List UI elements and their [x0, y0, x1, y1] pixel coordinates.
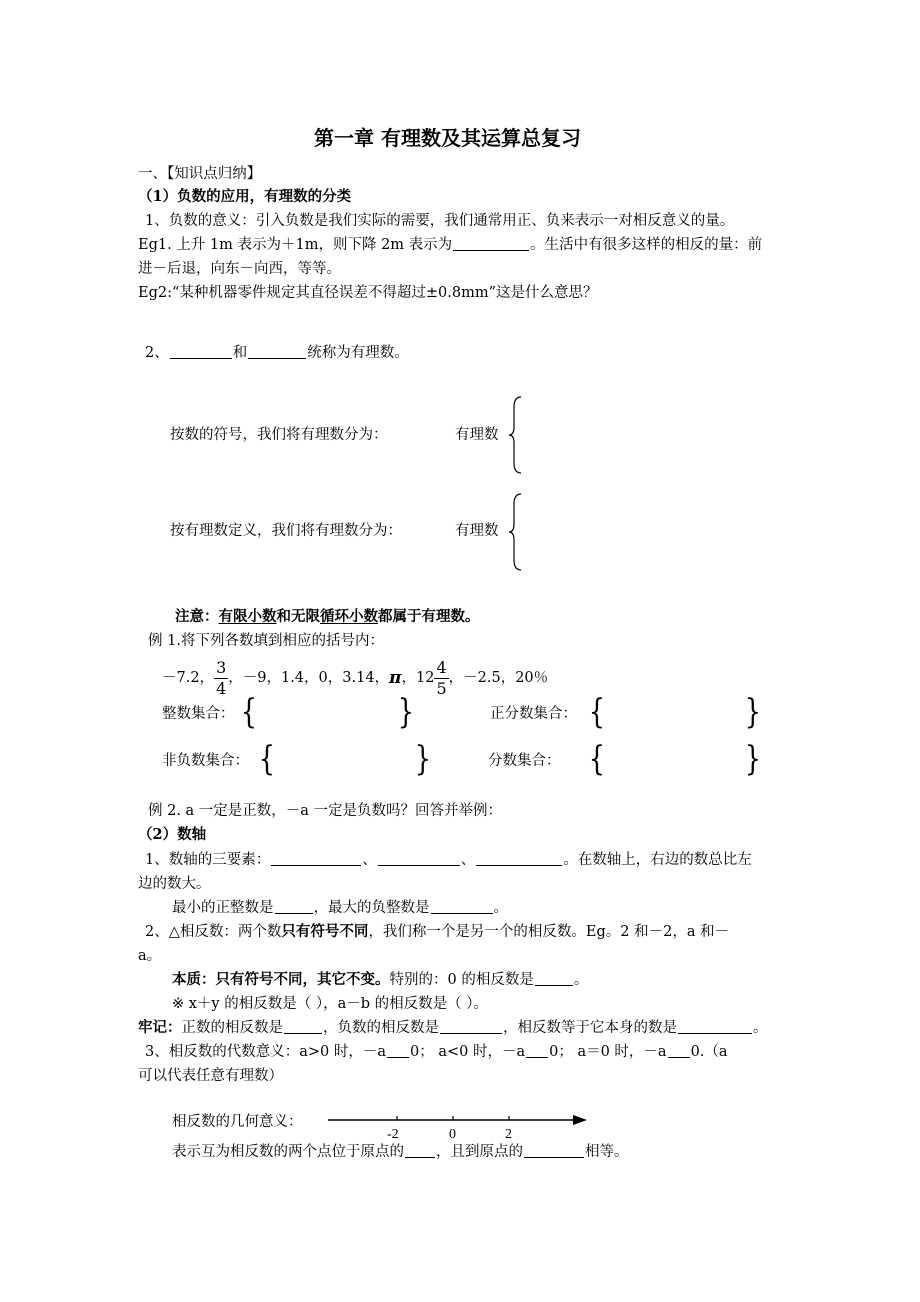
- right-brace-icon: }: [744, 692, 761, 732]
- essence-line: 本质：只有符号不同，其它不变。特别的：0 的相反数是 。: [172, 971, 589, 988]
- note-line: 注意：有限小数和无限循环小数都属于有理数。: [175, 608, 480, 625]
- answer-blank[interactable]: [535, 984, 573, 986]
- classify-by-sign-label: 按数的符号，我们将有理数分为：: [170, 427, 388, 443]
- right-brace-icon: }: [414, 739, 431, 779]
- rational-label-1: 有理数: [455, 427, 499, 443]
- number-list: －7.2， $\frac{3}{4}$ ，－9，1.4，0，3.14， π ，12 $\frac{4}{5}$ ，－2.5，20％: [162, 657, 549, 698]
- answer-blank[interactable]: [405, 1156, 435, 1158]
- number-line: [325, 1108, 595, 1142]
- answer-blank[interactable]: [524, 1156, 584, 1158]
- answer-blank[interactable]: [248, 357, 306, 359]
- left-brace-icon: {: [240, 692, 257, 732]
- remember-line: 牢记：正数的相反数是 ，负数的相反数是 ，相反数等于它本身的数是 。: [138, 1019, 768, 1036]
- classify-by-definition-label: 按有理数定义，我们将有理数分为：: [170, 523, 402, 539]
- subsection-2-heading: （2）数轴: [138, 826, 207, 843]
- geometric-meaning-label: 相反数的几何意义：: [172, 1114, 303, 1130]
- answer-blank[interactable]: [453, 249, 529, 251]
- example-2-question: 例 2. a 一定是正数，－a 一定是负数吗？回答并举例：: [148, 803, 503, 819]
- example-2-line: Eg2:“某种机器零件规定其直径误差不得超过±0.8mm”这是什么意思？: [138, 285, 598, 301]
- example-1-line-2: 进－后退，向东－向西，等等。: [138, 261, 341, 277]
- axis-elements-line-2: 边的数大。: [138, 876, 211, 892]
- example-1-line-1: Eg1. 上升 1m 表示为＋1m，则下降 2m 表示为 。生活中有很多这样的相反的量：前: [138, 237, 763, 253]
- arrow-icon: [573, 1115, 587, 1125]
- answer-blank[interactable]: [440, 1032, 502, 1034]
- answer-blank[interactable]: [378, 864, 460, 866]
- rational-label-2: 有理数: [455, 523, 499, 539]
- page-title: 第一章 有理数及其运算总复习: [314, 126, 581, 150]
- answer-blank[interactable]: [678, 1032, 752, 1034]
- tick-label: -2: [387, 1127, 399, 1142]
- fraction-set-label: 分数集合：: [488, 753, 561, 769]
- nonnegative-set-label: 非负数集合：: [162, 753, 249, 769]
- answer-blank[interactable]: [431, 912, 493, 914]
- tick-label: 0: [449, 1127, 456, 1142]
- right-brace-icon: }: [397, 692, 414, 732]
- left-brace-icon: [508, 395, 526, 475]
- answer-blank[interactable]: [170, 357, 232, 359]
- opposite-definition-line-2: a。: [138, 948, 162, 964]
- answer-blank[interactable]: [476, 864, 562, 866]
- fraction-three-quarters: $\frac{3}{4}$: [216, 657, 227, 698]
- integer-set-label: 整数集合：: [162, 706, 235, 722]
- answer-blank[interactable]: [387, 1056, 409, 1058]
- answer-blank[interactable]: [526, 1056, 548, 1058]
- axis-elements-line: 1、数轴的三要素： 、 、 。在数轴上，右边的数总比左: [145, 852, 752, 868]
- paragraph-negative-meaning: 1、负数的意义：引入负数是我们实际的需要，我们通常用正、负来表示一对相反意义的量。: [145, 213, 735, 229]
- answer-blank[interactable]: [275, 912, 313, 914]
- algebraic-meaning-line-2: 可以代表任意有理数）: [138, 1068, 283, 1084]
- left-brace-icon: {: [258, 739, 275, 779]
- left-brace-icon: {: [588, 692, 605, 732]
- answer-blank[interactable]: [668, 1056, 690, 1058]
- right-brace-icon: }: [744, 739, 761, 779]
- subsection-1-heading: （1）负数的应用，有理数的分类: [138, 188, 352, 205]
- algebraic-meaning-line: 3、相反数的代数意义：a>0 时，－a 0； a<0 时，－a 0； a＝0 时，－a 0.（a: [145, 1044, 728, 1060]
- answer-blank[interactable]: [271, 864, 361, 866]
- min-max-integer-line: 最小的正整数是 ，最大的负整数是 。: [172, 900, 508, 916]
- pi-symbol: π: [389, 667, 402, 688]
- tick-label: 2: [505, 1127, 512, 1142]
- opposite-definition-line: 2、△相反数：两个数只有符号不同，我们称一个是另一个的相反数。Eg。2 和－2，a 和－: [145, 923, 730, 940]
- left-brace-icon: {: [588, 739, 605, 779]
- rational-definition-line: 2、 和 统称为有理数。: [145, 345, 409, 361]
- example-1-instruction: 例 1.将下列各数填到相应的括号内：: [148, 633, 384, 649]
- geometric-meaning-line: 表示互为相反数的两个点位于原点的 ，且到原点的 相等。: [172, 1144, 629, 1160]
- fraction-four-fifths: $\frac{4}{5}$: [436, 657, 447, 698]
- positive-fraction-set-label: 正分数集合：: [490, 706, 577, 722]
- xy-opposite-line: ※ x＋y 的相反数是（ ），a－b 的相反数是（ ）。: [172, 996, 488, 1012]
- answer-blank[interactable]: [284, 1032, 322, 1034]
- section-heading: 一、【知识点归纳】: [138, 166, 262, 182]
- left-brace-icon: [508, 492, 526, 572]
